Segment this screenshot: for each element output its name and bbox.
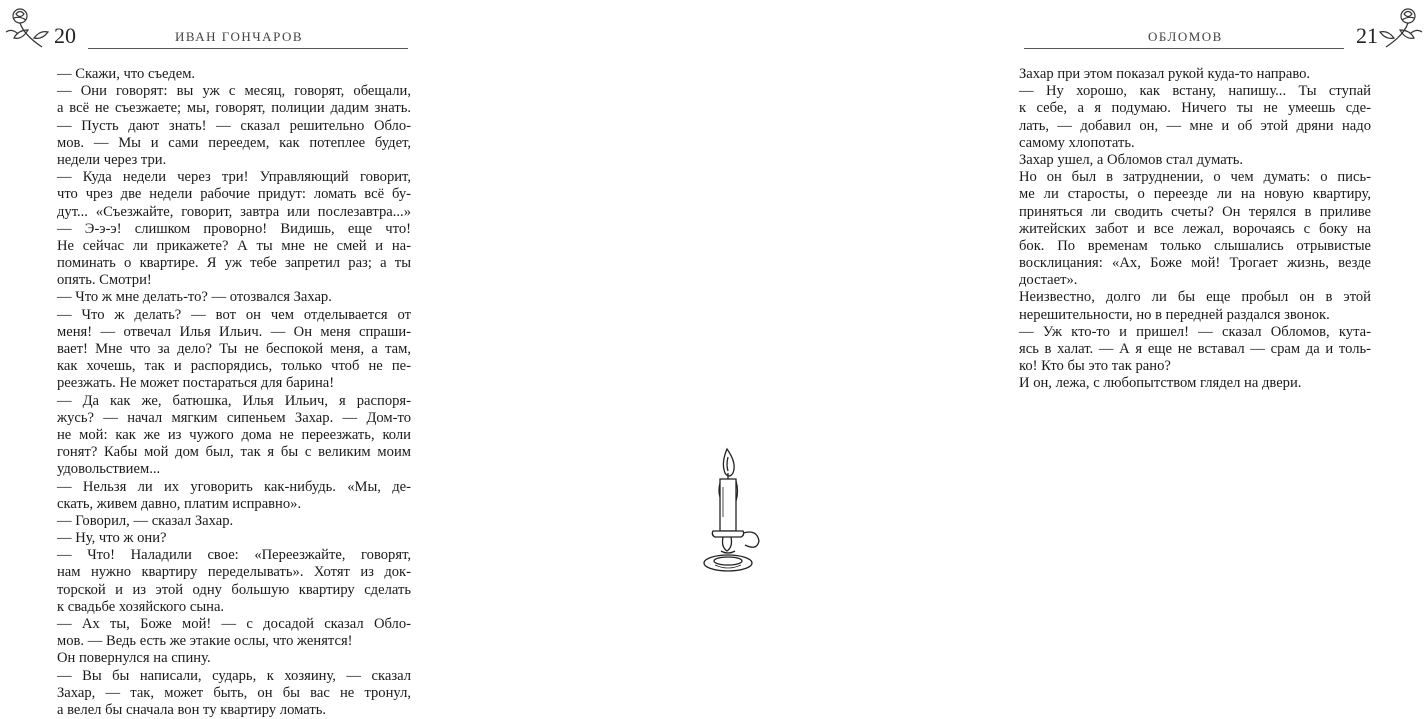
text-line: Захар, — так, может быть, он бы вас не тронул,	[57, 684, 411, 701]
text-line: а всё не съезжаете; мы, говорят, полиции дадим знать.	[57, 100, 411, 117]
text-line: что чрез две недели рабочие придут: ломать всё бу-	[57, 186, 411, 203]
text-line: — Что! Наладили свое: «Переезжайте, говорят,	[57, 547, 411, 564]
text-line: самому хлопотать.	[1019, 134, 1135, 151]
text-line: И он, лежа, с любопытством глядел на двери.	[1019, 375, 1302, 392]
text-line: — Скажи, что съедем.	[57, 66, 196, 82]
text-line: ме ли старосты, о переезде ли на новую квартиру,	[1019, 186, 1371, 203]
text-line: к свадьбе хозяйского сына.	[57, 598, 225, 615]
running-head: ИВАН ГОНЧАРОВ	[175, 29, 304, 44]
text-line: ясь в халат. — А я еще не вставал — срам да и толь-	[1019, 341, 1371, 357]
text-line: — Уж кто-то и пришел! — сказал Обломов, кута-	[1019, 323, 1371, 340]
text-line: Неизвестно, долго ли бы еще пробыл он в этой	[1019, 289, 1371, 306]
text-line: — Что ж мне делать-то? — отозвался Захар.	[57, 289, 332, 306]
page-number: 20	[54, 23, 76, 48]
text-line: а велел бы сначала вон ту квартиру ломать.	[57, 701, 327, 718]
text-line: опять. Смотри!	[57, 272, 152, 289]
body-text	[57, 66, 411, 719]
text-line: — Куда недели через три! Управляющий говорит,	[57, 169, 411, 186]
text-line: вает! Мне что за дело? Ты не беспокой меня, а там,	[57, 341, 411, 357]
text-line: поминать о квартире. Я уж тебе запретил раз; а ты	[57, 255, 411, 272]
text-line: удовольствием...	[57, 461, 161, 478]
running-head: ОБЛОМОВ	[1148, 29, 1223, 44]
right-page	[476, 0, 1378, 707]
rose-ornament-icon	[1378, 2, 1428, 54]
header-rule	[1024, 48, 1344, 49]
text-line: как хочешь, так и распорядись, только чтоб не пе-	[57, 358, 411, 375]
text-line: — Ну хорошо, как встану, напишу... Ты ступай	[1019, 83, 1371, 100]
text-line: реезжать. Не может постараться для барина!	[57, 375, 335, 392]
text-line: Захар ушел, а Обломов стал думать.	[1019, 151, 1244, 168]
text-line: скать, живем давно, платим исправно».	[57, 495, 302, 512]
text-line: дут... «Съезжайте, говорит, завтра или послезавтра...»	[57, 203, 411, 220]
text-line: жусь? — начал мягким сипеньем Захар. — Дом-то	[57, 409, 411, 426]
text-line: — Ну, что ж они?	[57, 530, 167, 547]
text-line: недели через три.	[57, 151, 167, 168]
text-line: нам нужно квартиру переделывать». Хотят из док-	[57, 564, 411, 581]
text-line: Он повернулся на спину.	[57, 650, 211, 667]
text-line: Не сейчас ли прикажете? А ты мне не смей и на-	[57, 237, 411, 254]
candle-illustration-icon	[695, 447, 765, 577]
body-text	[1019, 66, 1371, 393]
text-line: житейских забот и все лежал, ворочаясь с боку на	[1019, 220, 1371, 237]
text-line: к себе, а я подумаю. Ничего ты не умеешь сде-	[1019, 100, 1371, 117]
page-number: 21	[1356, 23, 1378, 48]
header-rule	[88, 48, 408, 49]
text-line: меня! — отвечал Илья Ильич. — Он меня спраши-	[57, 323, 411, 340]
text-line: — Говорил, — сказал Захар.	[57, 512, 234, 529]
text-line: — Они говорят: вы уж с месяц, говорят, обещали,	[57, 83, 411, 100]
text-line: — Нельзя ли их уговорить как-нибудь. «Мы, де-	[57, 478, 411, 495]
left-page	[0, 0, 476, 718]
text-line: не мой: как же из чужого дома не переезжать, коли	[57, 426, 411, 443]
text-line: гонят? Кабы мой дом был, так я бы с великим моим	[57, 444, 411, 461]
text-line: торской и из этой одну большую квартиру сделать	[57, 581, 411, 598]
text-line: приняться ли сводить счеты? Он терялся в приливе	[1019, 203, 1371, 220]
text-line: мов. — Мы и сами переедем, как потеплее будет,	[57, 134, 411, 151]
text-line: — Что ж делать? — вот он чем отделывается от	[57, 306, 411, 323]
text-line: Но он был в затруднении, о чем думать: о пись-	[1019, 169, 1371, 186]
text-line: достает».	[1019, 272, 1078, 289]
text-line: — Э-э-э! слишком проворно! Видишь, еще что!	[57, 220, 411, 237]
text-line: нерешительности, но в передней раздался звонок.	[1019, 306, 1330, 323]
text-line: мов. — Ведь есть же этакие ослы, что женятся!	[57, 633, 353, 650]
text-line: — Ах ты, Боже мой! — с досадой сказал Обло-	[57, 616, 411, 632]
text-line: лать, — добавил он, — мне и об этой дряни надо	[1019, 117, 1371, 134]
text-line: бок. По временам только слышались отрывистые	[1019, 237, 1371, 254]
text-line: ко! Кто бы это так рано?	[1019, 358, 1171, 375]
text-line: — Пусть дают знать! — сказал решительно Обло-	[57, 117, 411, 134]
text-line: Захар при этом показал рукой куда-то направо.	[1019, 66, 1311, 82]
text-line: восклицания: «Ах, Боже мой! Трогает жизнь, везде	[1019, 255, 1371, 272]
rose-ornament-icon	[0, 2, 52, 54]
text-line: — Вы бы написали, сударь, к хозяину, — сказал	[57, 667, 411, 684]
text-line: — Да как же, батюшка, Илья Ильич, я распоря-	[57, 392, 411, 409]
